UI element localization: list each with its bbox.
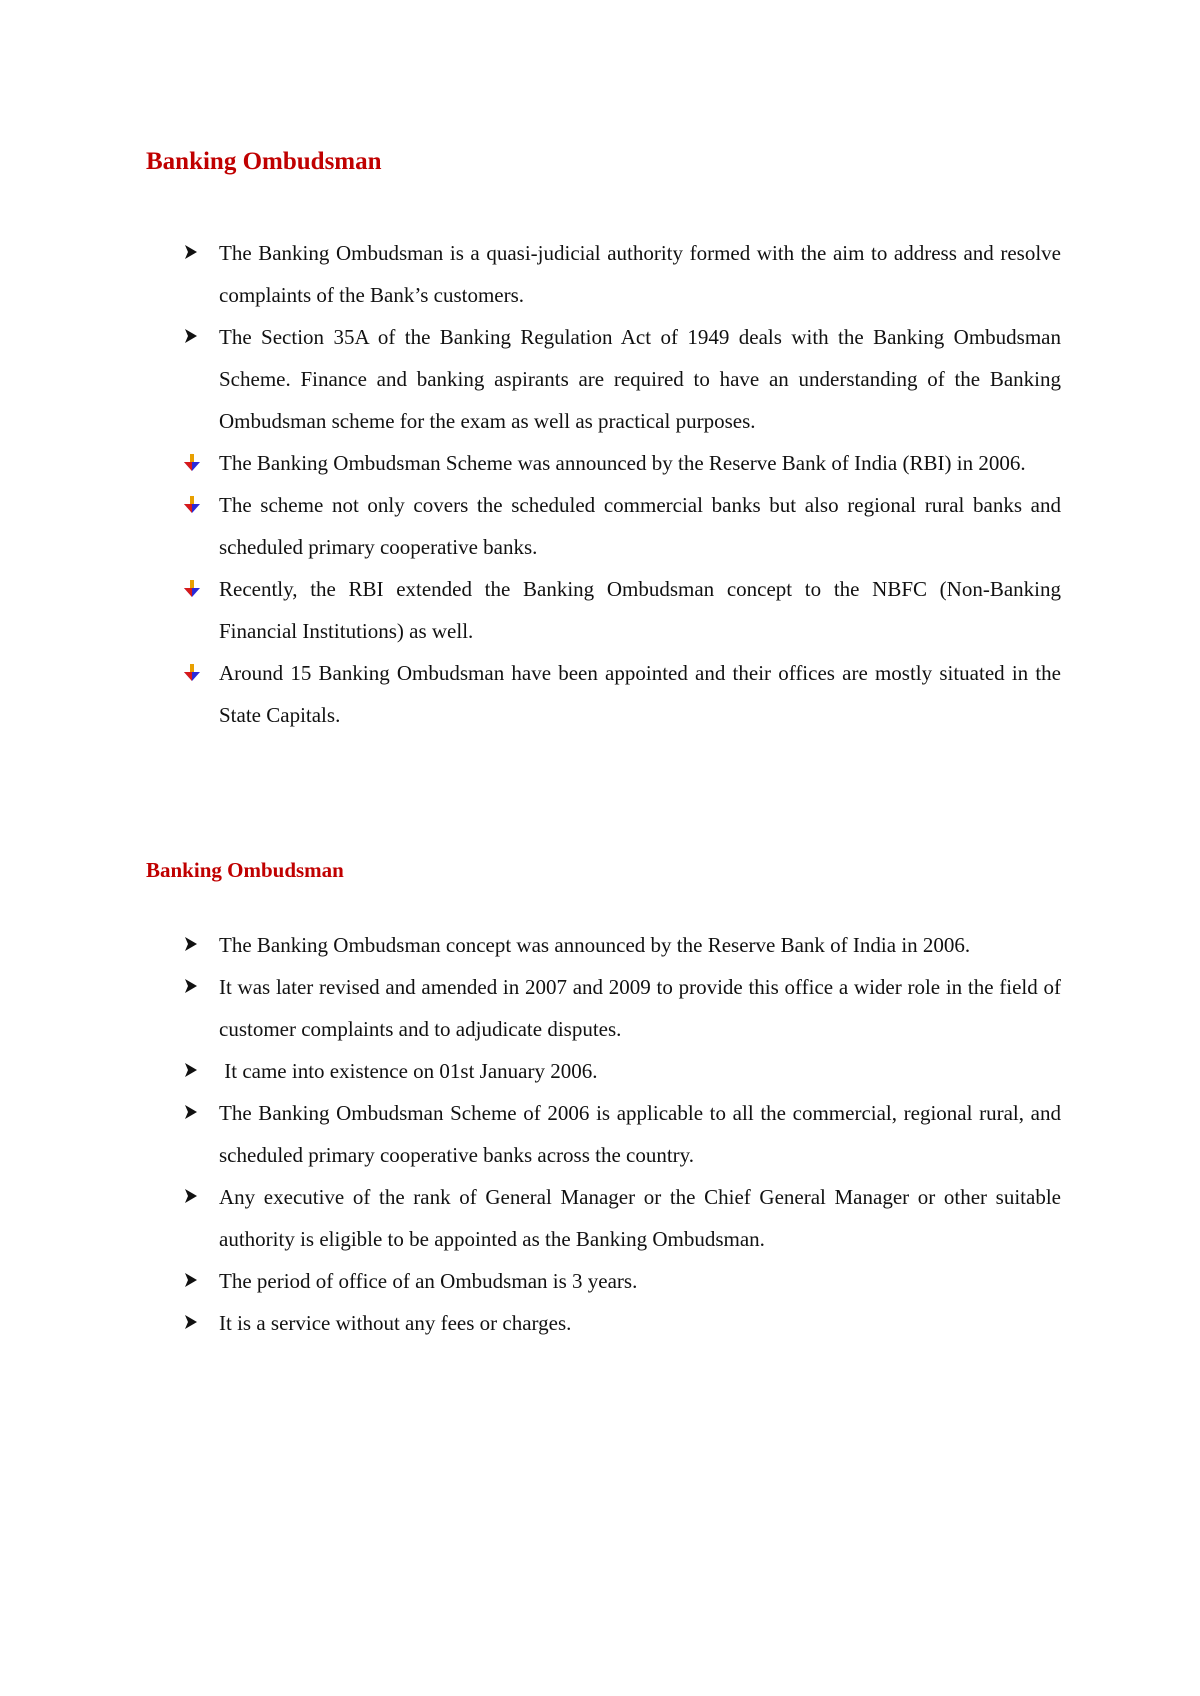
down-arrow-bullet-icon [184, 568, 202, 610]
arrow-bullet-icon [184, 1302, 202, 1344]
list-item-text: It was later revised and amended in 2007 and 2009 to provide this office a wider role in the field of customer complaints and to adjudicate disputes. [219, 975, 1061, 1041]
list-item-text: The Banking Ombudsman Scheme of 2006 is applicable to all the commercial, regional rural, and scheduled primary cooperative banks across the country. [219, 1101, 1061, 1167]
list-item-text: The scheme not only covers the scheduled commercial banks but also regional rural banks and scheduled primary cooperative banks. [219, 493, 1061, 559]
list-item-text: Around 15 Banking Ombudsman have been appointed and their offices are mostly situated in the State Capitals. [219, 661, 1061, 727]
bullet-list [146, 924, 1061, 1344]
arrow-bullet-icon [184, 1050, 202, 1092]
down-arrow-bullet-icon [184, 652, 202, 694]
arrow-bullet-icon [184, 1092, 202, 1134]
list-item [146, 484, 1061, 568]
arrow-bullet-icon [184, 966, 202, 1008]
list-item-text: The period of office of an Ombudsman is 3 years. [219, 1269, 638, 1293]
arrow-bullet-icon [184, 1176, 202, 1218]
list-item-text: The Banking Ombudsman is a quasi-judicial authority formed with the aim to address and resolve complaints of the Bank’s customers. [219, 241, 1061, 307]
list-item [146, 652, 1061, 736]
list-item [146, 316, 1061, 442]
list-item-text: Any executive of the rank of General Manager or the Chief General Manager or other suitable authority is eligible to be appointed as the Banking Ombudsman. [219, 1185, 1061, 1251]
arrow-bullet-icon [184, 316, 202, 358]
list-item [146, 1092, 1061, 1176]
bullet-list [146, 232, 1061, 736]
list-item [146, 232, 1061, 316]
list-item [146, 1260, 1061, 1302]
down-arrow-bullet-icon [184, 484, 202, 526]
list-item [146, 924, 1061, 966]
list-item [146, 568, 1061, 652]
list-item-text: Recently, the RBI extended the Banking Ombudsman concept to the NBFC (Non-Banking Financial Institutions) as well. [219, 577, 1061, 643]
list-item-text: It came into existence on 01st January 2006. [219, 1059, 598, 1083]
list-item [146, 1050, 1061, 1092]
down-arrow-bullet-icon [184, 442, 202, 484]
list-item [146, 442, 1061, 484]
list-item [146, 1302, 1061, 1344]
arrow-bullet-icon [184, 232, 202, 274]
list-item-text: The Section 35A of the Banking Regulation Act of 1949 deals with the Banking Ombudsman Scheme. Finance and banking aspirants are required to have an understanding of the Banking Ombudsman scheme for the exam as well as practical purposes. [219, 325, 1061, 433]
arrow-bullet-icon [184, 924, 202, 966]
list-item [146, 1176, 1061, 1260]
arrow-bullet-icon [184, 1260, 202, 1302]
list-item-text: The Banking Ombudsman Scheme was announced by the Reserve Bank of India (RBI) in 2006. [219, 451, 1026, 475]
list-item-text: The Banking Ombudsman concept was announced by the Reserve Bank of India in 2006. [219, 933, 971, 957]
list-item [146, 966, 1061, 1050]
section-heading: Banking Ombudsman [146, 148, 382, 175]
section-heading: Banking Ombudsman [146, 858, 344, 882]
list-item-text: It is a service without any fees or charges. [219, 1311, 572, 1335]
